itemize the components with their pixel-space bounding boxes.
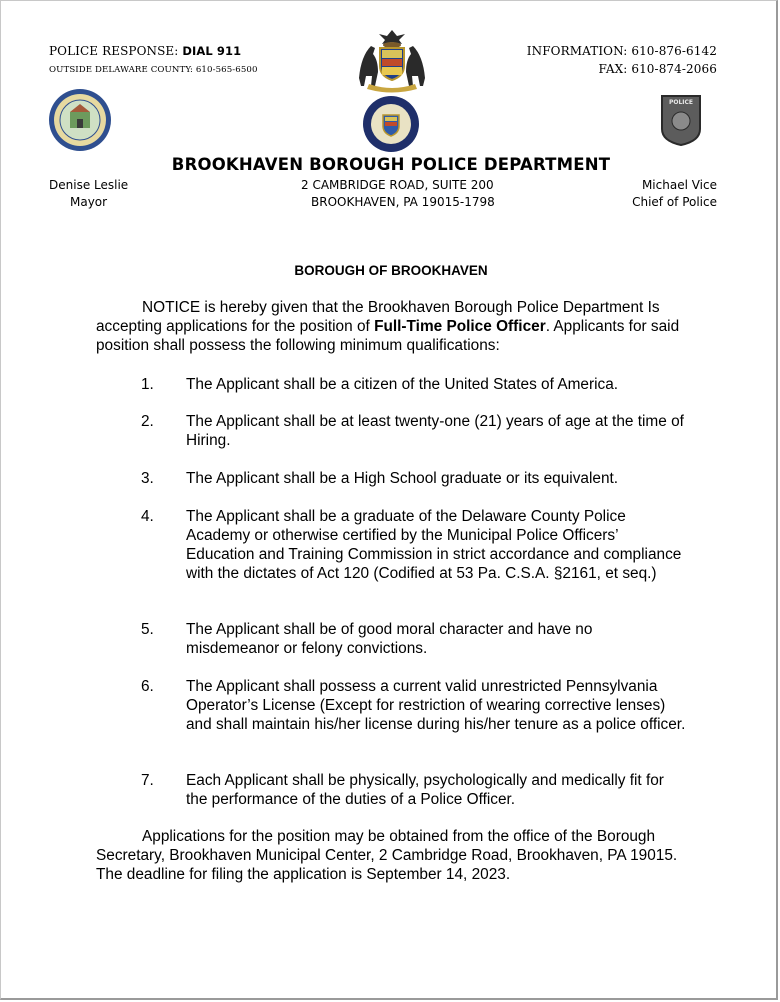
qualification-text: The Applicant shall be of good moral character and have no misdemeanor or felony convictions. <box>186 621 593 657</box>
police-response-number: DIAL 911 <box>182 44 242 58</box>
police-response-line <box>49 44 241 58</box>
qualification-number: 4. <box>141 508 154 525</box>
address-line-2: BROOKHAVEN, PA 19015-1798 <box>311 195 495 209</box>
intro-text-part1: NOTICE is hereby given that the Brookhaven Borough Police Department Is accepting applications for the position of <box>96 299 660 335</box>
police-response-label: POLICE RESPONSE: <box>49 44 179 58</box>
qualification-text: The Applicant shall be at least twenty-one (21) years of age at the time of Hiring. <box>186 413 684 449</box>
outside-county-line: OUTSIDE DELAWARE COUNTY: 610-565-6500 <box>49 65 258 75</box>
qualification-number: 2. <box>141 413 154 430</box>
pennsylvania-coat-of-arms-icon <box>351 26 433 94</box>
qualification-number: 5. <box>141 621 154 638</box>
mayor-name: Denise Leslie <box>49 178 129 192</box>
notice-heading: BOROUGH OF BROOKHAVEN <box>294 263 488 278</box>
qualification-text: The Applicant shall be a High School graduate or its equivalent. <box>186 470 619 487</box>
patch-text: POLICE <box>668 99 694 106</box>
position-title: Full-Time Police Officer <box>374 318 546 335</box>
qualification-number: 6. <box>141 678 154 695</box>
qualification-number: 7. <box>141 772 154 789</box>
notice-intro <box>96 298 696 355</box>
mayor-title: Mayor <box>70 195 108 209</box>
qualification-text: The Applicant shall possess a current valid unrestricted Pennsylvania Operator’s License (Except for restriction of wearing corrective lenses) and shall maintain his/her license during his/her tenure as a police officer. <box>186 678 686 733</box>
qualification-number: 3. <box>141 470 154 487</box>
police-patch-icon <box>659 93 703 147</box>
department-name: BROOKHAVEN BOROUGH POLICE DEPARTMENT <box>171 155 611 174</box>
closing-text: Applications for the position may be obtained from the office of the Borough Secretary, Brookhaven Municipal Center, 2 Cambridge Road, Brookhaven, PA 19015. The deadline for filing the application is September 14, 2023. <box>96 828 678 883</box>
qualification-number: 1. <box>141 376 154 393</box>
qualification-text: Each Applicant shall be physically, psychologically and medically fit for the performance of the duties of a Police Officer. <box>186 772 664 808</box>
chief-title: Chief of Police <box>632 195 717 209</box>
qualification-text: The Applicant shall be a graduate of the Delaware County Police Academy or otherwise certified by the Municipal Police Officers’ Education and Training Commission in strict accordance and compliance with the dictates of Act 120 (Codified at 53 Pa. C.S.A. §2161, et seq.) <box>186 508 682 582</box>
fax-line: FAX: 610-874-2066 <box>598 62 717 76</box>
address-line-1: 2 CAMBRIDGE ROAD, SUITE 200 <box>301 178 494 192</box>
accreditation-seal-icon <box>358 95 424 153</box>
borough-seal-icon <box>48 88 112 152</box>
information-line: INFORMATION: 610-876-6142 <box>526 44 717 58</box>
qualification-text: The Applicant shall be a citizen of the United States of America. <box>186 376 619 393</box>
closing-paragraph <box>96 827 686 884</box>
chief-name: Michael Vice <box>641 178 717 192</box>
intro-text-part2: . Applicants for said position shall possess the following minimum qualifications: <box>96 318 680 354</box>
